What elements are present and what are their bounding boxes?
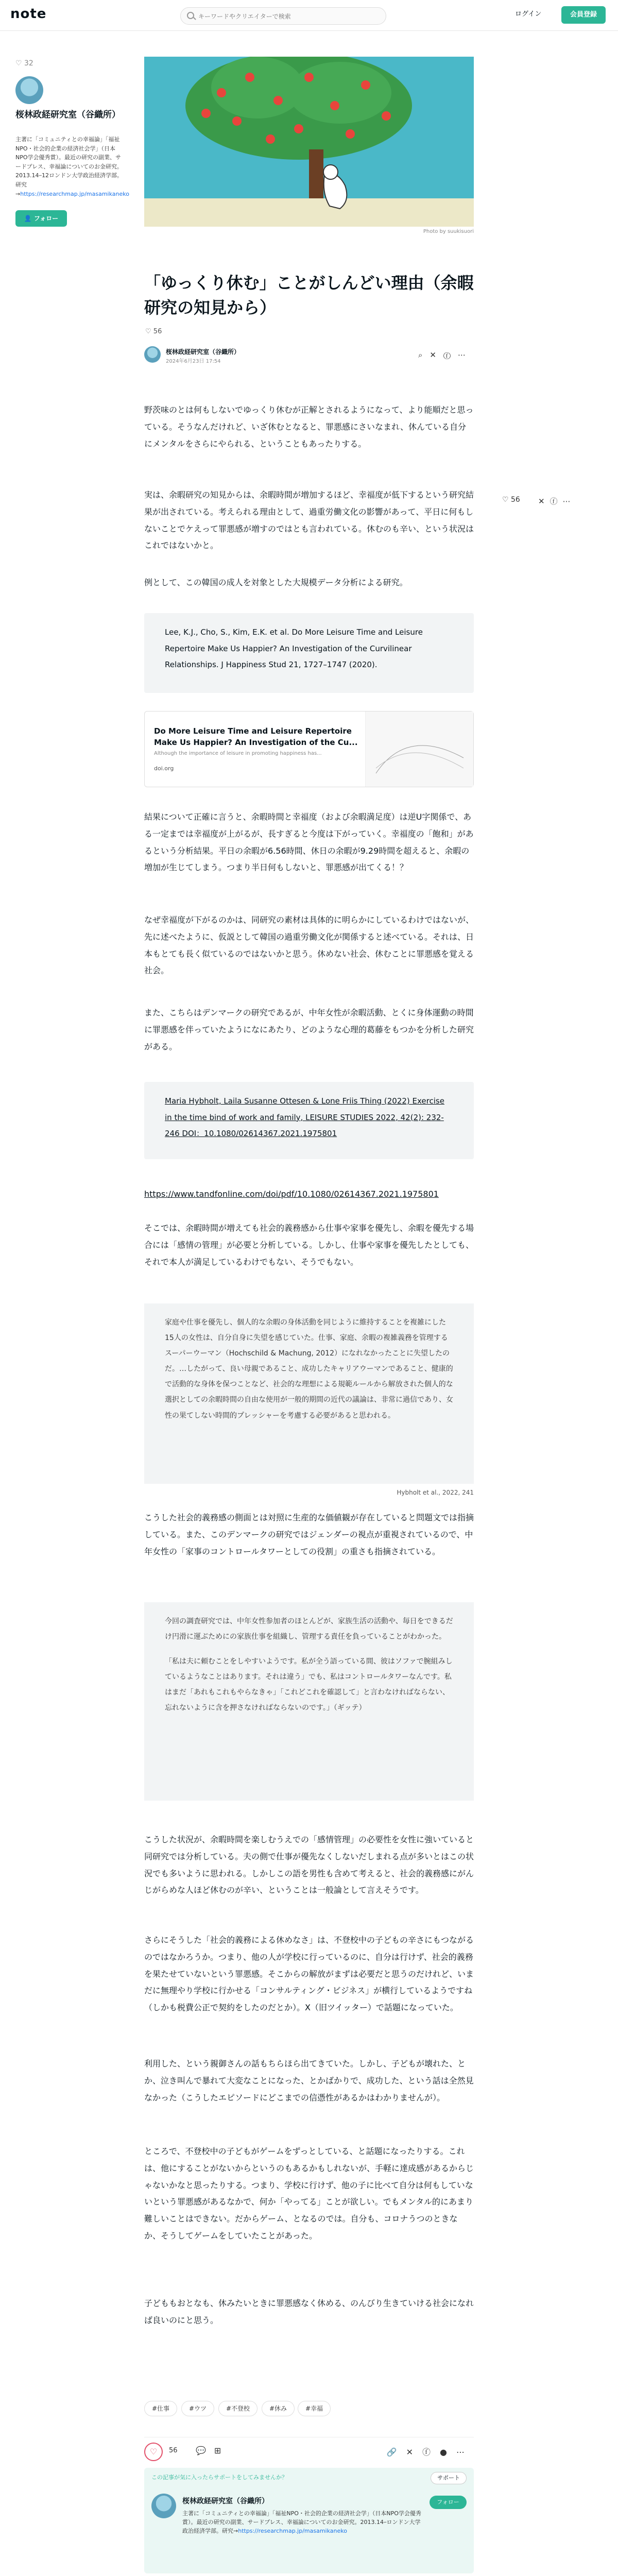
- quote-source: Hybholt et al., 2022, 241: [397, 1489, 474, 1496]
- signup-button[interactable]: 会員登録: [561, 6, 606, 24]
- paragraph: 結果について正確に言うと、余暇時間と幸福度（および余暇満足度）は逆U字関係で、ある一定までは幸福度が上がるが、長すぎると今度は下がっていく。幸福度の「飽和」があるという分析結果。平日の余暇が6.56時間、休日の余暇が9.29時間を超えると、余暇の増加が生じてしまう。つまり半日何もしないと、罪悪感が出てくる！？: [144, 812, 474, 873]
- link-card-thumbnail: [365, 711, 473, 787]
- support-prompt: この記事が気に入ったらサポートをしてみませんか？: [151, 2474, 287, 2481]
- tag[interactable]: #ウツ: [181, 2401, 214, 2416]
- more-icon[interactable]: ⋯: [562, 497, 576, 506]
- paragraph: こうした状況が、余暇時間を楽しむうえでの「感情管理」の必要性を女性に強いていると同研究では分析している。夫の側で仕事が優先なくしないだしまれる点が多いとはこの状況でも多いように思われる。しかしこの語を男性も含めて考えると、社会的義務感にがんじがらめな人ほど休むのが辛い、ということは一般論として言えそうです。: [144, 1835, 474, 1895]
- heart-icon: ♡: [145, 328, 151, 335]
- graph-thumbnail: [366, 711, 474, 787]
- creator-desc-text: 主著に「コミュニティとの幸福論」「福祉NPO・社会的企業の経済社会学」（日本NPO学会優秀賞）。最近の研究の副業、サードプレス、幸福論についてのお金研究。2013.14ｰ12ロンドン大学政治経済学部。研究→: [15, 136, 123, 197]
- tree-illustration: [144, 57, 474, 227]
- tag[interactable]: #不登校: [218, 2401, 258, 2416]
- comment-icon[interactable]: 💬: [196, 2446, 214, 2455]
- search-icon: [187, 12, 194, 19]
- paragraph: こうした社会的義務感の側面とは対照に生産的な価値観が存在していると問題文では指摘している。また、このデンマークの研究ではジェンダーの視点が重視されているので、中年女性の「家事のコントロールタワーとしての役割」の重さも指摘されている。: [144, 1513, 474, 1556]
- citation-block: [144, 1082, 474, 1159]
- sidebar-like-count: 32: [24, 59, 33, 67]
- publish-date: 2024年6月23日 17:54: [166, 359, 221, 364]
- paragraph: 利用した、という親御さんの話もちらほら出てきていた。しかし、子どもが壊れた、とか、泣き叫んで暴れて大変なことになった、とかばかりで、成功した、という話は全然見なかった（こうしたエピソードにどこまでの信憑性があるかはわかりませんが）。: [144, 2059, 474, 2103]
- login-link[interactable]: ログイン: [515, 10, 542, 18]
- article-like[interactable]: [145, 328, 162, 335]
- facebook-icon[interactable]: ⓕ: [550, 497, 563, 506]
- sidebar-like[interactable]: ♡ 32: [15, 59, 33, 67]
- quote-block: 家庭や仕事を優先し、個人的な余暇の身体活動を同じように維持することを複雑にした15人の女性は、自分自身に失望を感じていた。仕事、家庭、余暇の複雑義務を管理するスーパーウーマン（Hochschild & Machung, 2012）になれなかったことに失望したのだ。…したがって、良い母親であること、成功したキャリアウーマンであること、健康的で活動的な身体を保つことなど、社会的な理想による規範ルールから解放された個人的な選択としての余暇時間の自由な使用が一般的期間の近代の議論は、非常に過信であり、女性の果てしない時間的プレッシャーを考慮する必要があると思われる。: [144, 1303, 474, 1484]
- paragraph: ところで、不登校中の子どもがゲームをずっとしている、と話題になったりする。これは、他にすることがないからというのもあるかもしれないが、手軽に達成感があるからじゃないかなと思ったりする。つまり、学校に行けず、他の子に比べて自分は何もしていないという罪悪感があるなかで、何か「やってる」ことが欲しい。でもメンタル的にあまり難しいことはできない。だからゲーム、となるのでは。自分も、コロナうつのときなか、そうしてゲームをしていたことがあった。: [144, 2146, 474, 2241]
- share-icons: [418, 350, 473, 360]
- x-share-icon[interactable]: ✕: [406, 2447, 423, 2457]
- quote-block: [144, 1602, 474, 1801]
- paragraph: 野茨味のとは何もしないでゆっくり休むが正解とされるようになって、より能順だと思っている。そうなんだけれど、いざ休むとなると、罪悪感にさいなまれ、休んている自分にメンタルをさらにやられる、ということもあったりする。: [144, 405, 474, 449]
- share-icons: [387, 2446, 474, 2458]
- bookmark-icon[interactable]: ⌕: [418, 350, 430, 360]
- search-input[interactable]: [198, 11, 373, 22]
- photo-credit: Photo by suukisuori: [423, 229, 474, 234]
- creator-name[interactable]: 桜林政経研究室（谷織所）: [182, 2497, 269, 2505]
- paragraph: 実は、余暇研究の知見からは、余暇時間が増加するほど、幸福度が低下するという研究結果が出されている。考えられる理由として、過重労働文化の影響があって、平日に何もしないことでケえって罪悪感が増すのではとも言われている。休むのも辛い、という状況はこれではないかと。: [144, 490, 474, 551]
- follow-button[interactable]: フォロー: [430, 2496, 467, 2509]
- link-card-title: Do More Leisure Time and Leisure Repertoire Make Us Happier? An Investigation of the Cu...: [154, 726, 358, 747]
- action-bar: [144, 2437, 474, 2458]
- tag[interactable]: #仕事: [144, 2401, 177, 2416]
- citation-link[interactable]: Maria Hybholt, Laila Susanne Ottesen & Lone Friis Thing (2022) Exercise in the time bind of work and family, LEISURE STUDIES 2022, 42(2): 232-246 DOI：10.1080/02614367.2021.1975801: [165, 1096, 444, 1138]
- float-share: [538, 496, 576, 506]
- paragraph: 例として、この韓国の成人を対象とした大規模データ分析による研究。: [144, 578, 408, 587]
- heart-icon: ♡: [149, 2447, 158, 2456]
- quote-text: 「私は夫に頼むことをしやすいようです。私が全う語っている間、彼はソファで腕組みしているようなことはあります。それは違う」でも、私はコントロールタワーなんです。私はまだ「あれもこれもやらなきゃ」「これどこれを確認して」と言わなければならない、忘れないように含を押さなければならないのです。」（ギッテ）: [165, 1657, 453, 1713]
- more-icon[interactable]: ⋯: [456, 2447, 474, 2457]
- avatar[interactable]: [151, 2494, 176, 2518]
- search-bar[interactable]: [180, 7, 386, 25]
- link-card[interactable]: [144, 711, 474, 787]
- article-title: 「ゆっくり休む」ことがしんどい理由（余暇研究の知見から）: [144, 273, 474, 317]
- facebook-icon[interactable]: ⓕ: [443, 350, 458, 360]
- note-logo[interactable]: note: [10, 6, 47, 22]
- paragraph: なぜ幸福度が下がるのかは、同研究の素材は具体的に明らかにしているわけではないが、先に述べたように、仮説として韓国の過重労働文化が関係すると述べている。それは、日本もとても長く似ているのではないかと思う。休めない社会、休むことに罪悪感を覚える社会。: [144, 915, 474, 976]
- paragraph: さらにそうした「社会的義務による休めなさ」は、不登校中の子どもの辛さにもつながるのではなかろうか。つまり、他の人が学校に行っているのに、自分は行けず、社会的義務を果たせていないという罪悪感。そこからの解放がまずは必要だと思うのだけれど、いまだに無理やり学校に行かせる「コンサルティング・ビジネス」が横行しているようですね（しかも税費公正で契約をしたのだとか）。X（旧ツイッター）で話題になっていた。: [144, 1935, 474, 2013]
- tag[interactable]: #幸福: [298, 2401, 331, 2416]
- paragraph: そこでは、余暇時間が増えても社会的義務感から仕事や家事を優先し、余暇を優先する場合には「感情の管理」が必要と分析している。しかし、仕事や家事を優先したとしても、それで本人が満足しているわけでもない、そうでもない。: [144, 1223, 474, 1267]
- facebook-icon[interactable]: ⓕ: [422, 2447, 440, 2457]
- like-count: 56: [169, 2447, 178, 2454]
- line-icon[interactable]: ●: [440, 2447, 456, 2457]
- article-like-count: 56: [153, 328, 162, 335]
- creator-description: [182, 2509, 424, 2535]
- like-button[interactable]: [144, 2443, 163, 2461]
- hero-illustration: [144, 57, 474, 227]
- x-share-icon[interactable]: ✕: [430, 350, 443, 360]
- creator-desc-text: 主著に「コミュニティとの幸福論」「福祉NPO・社会的企業の経済社会学」（日本NPO学会優秀賞）。最近の研究の副業、サードプレス、幸福論についてのお金研究。2013.14ｰロンドン大学政治経済学部。研究→: [182, 2510, 421, 2535]
- avatar[interactable]: [15, 76, 43, 104]
- creator-link[interactable]: https://researchmap.jp/masamikaneko: [20, 190, 129, 197]
- author-avatar[interactable]: [144, 346, 161, 363]
- link-card-domain: doi.org: [154, 765, 174, 772]
- float-like[interactable]: ♡ 56: [502, 496, 520, 504]
- follow-label: フォロー: [33, 215, 59, 222]
- creator-link[interactable]: https://researchmap.jp/masamikaneko: [238, 2528, 347, 2535]
- follow-button[interactable]: 👤 フォロー: [15, 210, 67, 227]
- magazine-icon[interactable]: ⊞: [214, 2446, 230, 2455]
- paragraph: また、こちらはデンマークの研究であるが、中年女性が余暇活動、とくに身体運動の時間に罪悪感を伴っていたようになにあたり、どのような心理的葛藤をもつかを分析した研究がある。: [144, 1008, 474, 1052]
- creator-name[interactable]: 桜林政経研究室（谷織所）: [15, 110, 121, 120]
- x-share-icon[interactable]: ✕: [538, 497, 550, 506]
- creator-description: [15, 135, 129, 198]
- support-box: [144, 2468, 474, 2573]
- quote-text: 今回の調査研究では、中年女性参加者のほとんどが、家族生活の活動や、毎日をできるだけ円滑に運ぶためにの家族仕事を組織し、管理する責任を負っていることがわかった。: [165, 1617, 453, 1641]
- float-like-count: 56: [511, 496, 520, 504]
- citation-block: Lee, K.J., Cho, S., Kim, E.K. et al. Do More Leisure Time and Leisure Repertoire Make Us Happier? An Investigation of the Curvilinear Relationships. J Happiness Stud 21, 1727–1747 (2020).: [144, 613, 474, 693]
- article-url[interactable]: https://www.tandfonline.com/doi/pdf/10.1080/02614367.2021.1975801: [144, 1189, 439, 1199]
- author-name[interactable]: 桜林政経研究室（谷織所）: [166, 348, 241, 355]
- more-icon[interactable]: ⋯: [458, 350, 473, 360]
- support-button[interactable]: サポート: [431, 2472, 467, 2484]
- tag[interactable]: #休み: [262, 2401, 295, 2416]
- action-icons: [196, 2446, 229, 2455]
- link-card-desc: Although the importance of leisure in promoting happiness has...: [154, 751, 322, 756]
- paragraph: 子どももおとなも、休みたいときに罪悪感なく休める、のんびり生きていける社会になれば良いのにと思う。: [144, 2298, 474, 2325]
- link-icon[interactable]: 🔗: [386, 2447, 406, 2457]
